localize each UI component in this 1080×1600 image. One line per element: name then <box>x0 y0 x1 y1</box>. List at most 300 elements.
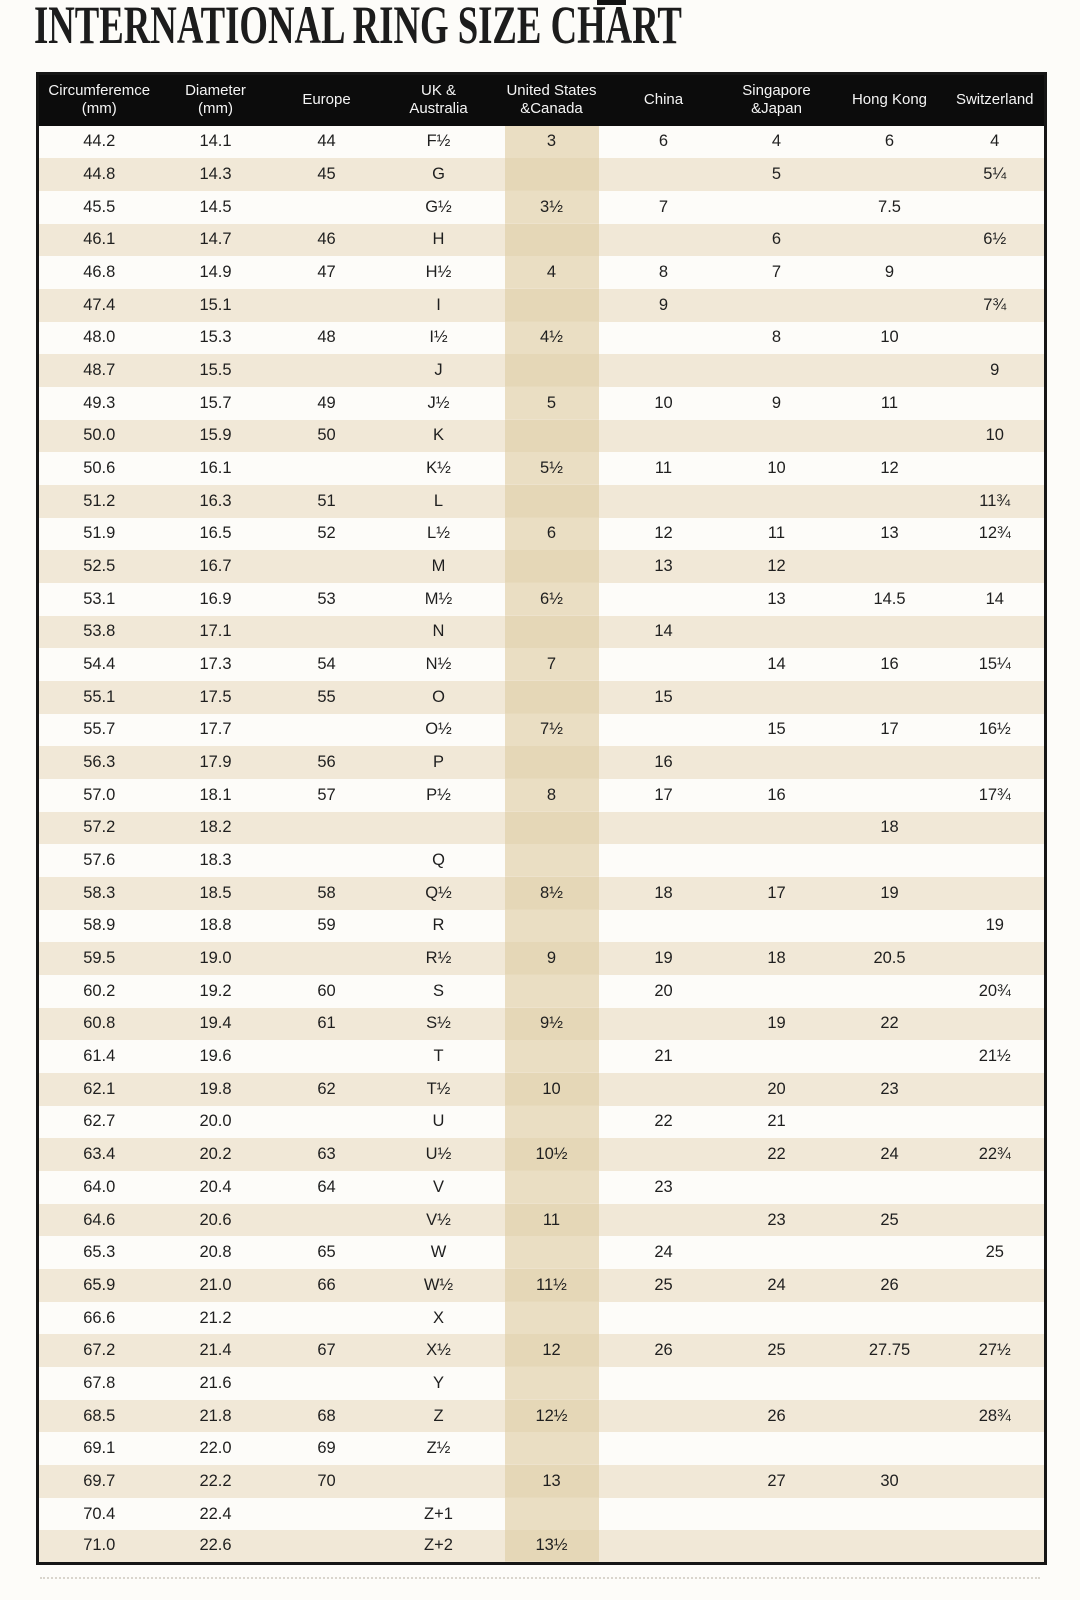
cell-r32-c2: 64 <box>317 1177 336 1196</box>
cell-r19-c7 <box>834 746 946 779</box>
table-row <box>38 1432 1046 1465</box>
cell-r34-c4 <box>496 1236 608 1269</box>
cell-r17-c8 <box>946 681 1046 714</box>
cell-r21-c8 <box>946 812 1046 845</box>
cell-r36-c6 <box>720 1302 834 1335</box>
cell-r14-c6: 13 <box>767 589 786 608</box>
cell-r5-c2 <box>272 289 382 322</box>
cell-r43-c4: 13½ <box>496 1530 608 1563</box>
cell-r36-c3: X <box>432 1308 444 1327</box>
cell-r22-c7 <box>834 844 946 877</box>
cell-r31-c0: 63.4 <box>83 1145 116 1164</box>
table-row <box>38 975 1046 1008</box>
cell-r16-c2: 54 <box>317 655 336 674</box>
cell-r30-c2 <box>272 1106 382 1139</box>
table-row <box>38 1073 1046 1106</box>
cell-r26-c5: 20 <box>654 981 673 1000</box>
cell-r7-c2 <box>272 354 382 387</box>
cell-r22-c2 <box>272 844 382 877</box>
cell-r15-c4 <box>496 616 608 649</box>
cell-r33-c6: 23 <box>767 1210 786 1229</box>
cell-r36-c8 <box>946 1302 1046 1335</box>
table-row <box>38 648 1046 681</box>
cell-r30-c5: 22 <box>654 1112 673 1131</box>
cell-r16-c0: 54.4 <box>83 655 116 674</box>
cell-r29-c5 <box>608 1073 720 1106</box>
cell-r33-c7: 25 <box>880 1210 899 1229</box>
cell-r32-c6 <box>720 1171 834 1204</box>
cell-r4-c1: 14.9 <box>199 263 232 282</box>
cell-r38-c8 <box>946 1367 1046 1400</box>
cell-r41-c7: 30 <box>880 1471 899 1490</box>
cell-r10-c5: 11 <box>654 459 673 478</box>
cell-r26-c7 <box>834 975 946 1008</box>
cell-r13-c4 <box>496 550 608 583</box>
cell-r42-c1: 22.4 <box>199 1504 232 1523</box>
cell-r22-c6 <box>720 844 834 877</box>
table-row <box>38 1204 1046 1237</box>
cell-r3-c8: 6½ <box>983 230 1007 249</box>
cell-r6-c8 <box>946 322 1046 355</box>
cell-r25-c5: 19 <box>654 949 673 968</box>
cell-r1-c2: 45 <box>317 165 336 183</box>
cell-r43-c0: 71.0 <box>83 1536 116 1555</box>
cell-r19-c4 <box>496 746 608 779</box>
cell-r7-c7 <box>834 354 946 387</box>
table-row <box>38 1040 1046 1073</box>
cell-r16-c3: N½ <box>425 655 452 674</box>
cell-r9-c2: 50 <box>317 426 336 445</box>
cell-r8-c7: 11 <box>880 393 899 412</box>
cell-r36-c5 <box>608 1302 720 1335</box>
table-row <box>38 1269 1046 1302</box>
cell-r28-c5: 21 <box>654 1047 673 1066</box>
column-header-1: Diameter (mm) <box>160 74 272 126</box>
cell-r1-c3: G <box>432 165 445 183</box>
cell-r35-c0: 65.9 <box>83 1275 116 1294</box>
column-header-2: Europe <box>272 74 382 126</box>
table-row <box>38 1171 1046 1204</box>
column-header-6: Singapore &Japan <box>720 74 834 126</box>
cell-r27-c8 <box>946 1008 1046 1041</box>
cell-r19-c5: 16 <box>654 753 673 772</box>
cell-r41-c2: 70 <box>317 1471 336 1490</box>
cell-r7-c0: 48.7 <box>83 361 116 380</box>
cell-r22-c1: 18.3 <box>199 851 232 870</box>
table-row <box>38 1334 1046 1367</box>
column-header-8: Switzerland <box>946 74 1046 126</box>
cell-r0-c7: 6 <box>884 132 895 151</box>
cell-r13-c5: 13 <box>654 557 673 576</box>
cell-r7-c6 <box>720 354 834 387</box>
cell-r22-c0: 57.6 <box>83 851 116 870</box>
cell-r1-c1: 14.3 <box>199 165 232 183</box>
table-row <box>38 1400 1046 1433</box>
cell-r12-c8: 12¾ <box>978 524 1011 543</box>
cell-r9-c7 <box>834 420 946 453</box>
table-row <box>38 910 1046 943</box>
cell-r38-c1: 21.6 <box>199 1373 232 1392</box>
cell-r32-c1: 20.4 <box>199 1177 232 1196</box>
cell-r10-c4: 5½ <box>496 452 608 485</box>
cell-r6-c2: 48 <box>317 328 336 347</box>
cell-r31-c2: 63 <box>317 1145 336 1164</box>
cell-r22-c8 <box>946 844 1046 877</box>
cell-r5-c1: 15.1 <box>199 295 232 314</box>
cell-r11-c0: 51.2 <box>83 491 116 510</box>
cell-r12-c2: 52 <box>317 524 336 543</box>
cell-r20-c8: 17¾ <box>978 785 1011 804</box>
cell-r37-c3: X½ <box>426 1341 451 1360</box>
cell-r27-c4: 9½ <box>496 1008 608 1041</box>
cell-r1-c7 <box>834 158 946 191</box>
cell-r17-c6 <box>720 681 834 714</box>
cell-r12-c6: 11 <box>767 524 786 543</box>
cell-r18-c6: 15 <box>767 720 786 739</box>
cell-r18-c7: 17 <box>880 720 899 739</box>
cell-r14-c4: 6½ <box>496 583 608 616</box>
cell-r7-c5 <box>608 354 720 387</box>
cell-r14-c0: 53.1 <box>83 589 116 608</box>
cell-r35-c6: 24 <box>767 1275 786 1294</box>
cell-r20-c6: 16 <box>767 785 786 804</box>
table-row <box>38 1008 1046 1041</box>
cell-r35-c2: 66 <box>317 1275 336 1294</box>
cell-r2-c4: 3½ <box>496 191 608 224</box>
cell-r2-c8 <box>946 191 1046 224</box>
table-row <box>38 387 1046 420</box>
cell-r42-c7 <box>834 1498 946 1531</box>
cell-r21-c6 <box>720 812 834 845</box>
cell-r15-c1: 17.1 <box>199 622 232 641</box>
cell-r29-c8 <box>946 1073 1046 1106</box>
cell-r25-c0: 59.5 <box>83 949 116 968</box>
cell-r19-c3: P <box>432 753 444 772</box>
cell-r40-c2: 69 <box>317 1439 336 1458</box>
cell-r7-c8: 9 <box>990 361 1000 380</box>
cell-r25-c8 <box>946 942 1046 975</box>
column-header-0: Circumferemce (mm) <box>38 74 160 126</box>
cell-r38-c4 <box>496 1367 608 1400</box>
cell-r1-c5 <box>608 158 720 191</box>
cell-r23-c1: 18.5 <box>199 883 232 902</box>
table-row <box>38 746 1046 779</box>
header-row <box>38 74 1046 126</box>
column-header-7: Hong Kong <box>834 74 946 126</box>
table-row <box>38 289 1046 322</box>
cell-r26-c6 <box>720 975 834 1008</box>
table-row <box>38 420 1046 453</box>
cell-r0-c4: 3 <box>496 126 608 159</box>
cell-r21-c2 <box>272 812 382 845</box>
cell-r43-c2 <box>272 1530 382 1563</box>
cell-r20-c3: P½ <box>426 785 451 804</box>
cell-r34-c0: 65.3 <box>83 1243 116 1262</box>
cell-r27-c1: 19.4 <box>199 1014 232 1033</box>
cell-r35-c1: 21.0 <box>199 1275 232 1294</box>
cell-r38-c6 <box>720 1367 834 1400</box>
cell-r14-c8: 14 <box>985 589 1004 608</box>
cell-r2-c0: 45.5 <box>83 197 116 216</box>
cell-r15-c5: 14 <box>654 622 673 641</box>
cell-r8-c1: 15.7 <box>199 393 232 412</box>
table-row <box>38 452 1046 485</box>
cell-r33-c5 <box>608 1204 720 1237</box>
cell-r41-c3 <box>382 1465 496 1498</box>
cell-r8-c8 <box>946 387 1046 420</box>
cell-r23-c3: Q½ <box>425 883 452 902</box>
cell-r42-c2 <box>272 1498 382 1531</box>
cell-r32-c4 <box>496 1171 608 1204</box>
cell-r17-c2: 55 <box>317 687 336 706</box>
cell-r16-c6: 14 <box>767 655 786 674</box>
cell-r8-c0: 49.3 <box>83 393 116 412</box>
cell-r3-c5 <box>608 224 720 257</box>
cell-r13-c2 <box>272 550 382 583</box>
cell-r4-c8 <box>946 256 1046 289</box>
cell-r6-c4: 4½ <box>496 322 608 355</box>
cell-r24-c7 <box>834 910 946 943</box>
cell-r2-c1: 14.5 <box>199 197 232 216</box>
cell-r40-c1: 22.0 <box>199 1439 232 1458</box>
cell-r18-c1: 17.7 <box>199 720 232 739</box>
cell-r25-c3: R½ <box>425 949 452 968</box>
cell-r34-c2: 65 <box>317 1243 336 1262</box>
cell-r41-c8 <box>946 1465 1046 1498</box>
cell-r17-c7 <box>834 681 946 714</box>
cell-r3-c2: 46 <box>317 230 336 249</box>
cell-r43-c3: Z+2 <box>424 1536 453 1555</box>
cell-r20-c1: 18.1 <box>199 785 232 804</box>
cell-r1-c0: 44.8 <box>83 165 116 183</box>
cell-r9-c0: 50.0 <box>83 426 116 445</box>
cell-r28-c6 <box>720 1040 834 1073</box>
cell-r36-c4 <box>496 1302 608 1335</box>
cell-r26-c4 <box>496 975 608 1008</box>
cell-r6-c3: I½ <box>429 328 448 347</box>
ring-size-chart <box>36 72 1044 1565</box>
table-header <box>38 74 1046 126</box>
cell-r20-c2: 57 <box>317 785 336 804</box>
cell-r5-c8: 7¾ <box>983 295 1007 314</box>
cell-r21-c3 <box>382 812 496 845</box>
cell-r43-c7 <box>834 1530 946 1563</box>
cell-r20-c0: 57.0 <box>83 785 116 804</box>
cell-r12-c0: 51.9 <box>83 524 116 543</box>
table-row <box>38 191 1046 224</box>
cell-r32-c3: V <box>432 1177 444 1196</box>
cell-r27-c5 <box>608 1008 720 1041</box>
cell-r41-c5 <box>608 1465 720 1498</box>
cell-r24-c5 <box>608 910 720 943</box>
cell-r35-c4: 11½ <box>496 1269 608 1302</box>
table-row <box>38 485 1046 518</box>
cell-r30-c6: 21 <box>767 1112 786 1131</box>
cell-r28-c1: 19.6 <box>199 1047 232 1066</box>
cell-r26-c8: 20¾ <box>978 981 1011 1000</box>
cell-r36-c7 <box>834 1302 946 1335</box>
cell-r5-c3: I <box>436 295 441 314</box>
cell-r21-c0: 57.2 <box>83 818 116 837</box>
cell-r33-c3: V½ <box>426 1210 451 1229</box>
cell-r34-c7 <box>834 1236 946 1269</box>
cell-r12-c7: 13 <box>880 524 899 543</box>
cell-r31-c7: 24 <box>880 1145 899 1164</box>
cell-r3-c0: 46.1 <box>83 230 116 249</box>
cell-r4-c7: 9 <box>884 263 895 282</box>
table-row <box>38 583 1046 616</box>
cell-r37-c8: 27½ <box>978 1341 1011 1360</box>
cell-r4-c6: 7 <box>771 263 782 282</box>
table-row <box>38 1465 1046 1498</box>
cell-r39-c8: 28¾ <box>978 1406 1011 1425</box>
cell-r2-c2 <box>272 191 382 224</box>
cell-r4-c0: 46.8 <box>83 263 116 282</box>
table-row <box>38 1530 1046 1563</box>
cell-r3-c7 <box>834 224 946 257</box>
cell-r22-c3: Q <box>432 851 445 870</box>
cell-r27-c6: 19 <box>767 1014 786 1033</box>
cell-r19-c6 <box>720 746 834 779</box>
cell-r39-c1: 21.8 <box>199 1406 232 1425</box>
table-row <box>38 812 1046 845</box>
cell-r32-c7 <box>834 1171 946 1204</box>
cell-r15-c8 <box>946 616 1046 649</box>
cell-r25-c7: 20.5 <box>873 949 906 968</box>
cell-r13-c3: M <box>431 557 446 576</box>
cell-r20-c4: 8 <box>496 779 608 812</box>
page-title: INTERNATIONAL RING SIZE CHART <box>34 0 682 55</box>
cell-r17-c3: O <box>432 687 445 706</box>
cell-r0-c6: 4 <box>771 132 782 151</box>
cell-r32-c8 <box>946 1171 1046 1204</box>
cell-r28-c3: T <box>433 1047 444 1066</box>
cell-r37-c2: 67 <box>317 1341 336 1360</box>
cell-r9-c3: K <box>432 426 444 445</box>
cell-r28-c0: 61.4 <box>83 1047 116 1066</box>
cell-r8-c5: 10 <box>654 393 673 412</box>
cell-r22-c4 <box>496 844 608 877</box>
cell-r36-c1: 21.2 <box>199 1308 232 1327</box>
cell-r37-c7: 27.75 <box>868 1341 911 1360</box>
cell-r26-c0: 60.2 <box>83 981 116 1000</box>
cell-r14-c5 <box>608 583 720 616</box>
cell-r32-c5: 23 <box>654 1177 673 1196</box>
cell-r19-c0: 56.3 <box>83 753 116 772</box>
cell-r23-c6: 17 <box>767 883 786 902</box>
cell-r28-c4 <box>496 1040 608 1073</box>
cell-r10-c2 <box>272 452 382 485</box>
cell-r4-c3: H½ <box>425 263 452 282</box>
cell-r29-c0: 62.1 <box>83 1079 116 1098</box>
cell-r37-c1: 21.4 <box>199 1341 232 1360</box>
cell-r23-c7: 19 <box>880 883 899 902</box>
cell-r11-c5 <box>608 485 720 518</box>
cell-r12-c4: 6 <box>496 518 608 551</box>
cell-r11-c6 <box>720 485 834 518</box>
cell-r40-c5 <box>608 1432 720 1465</box>
table-row <box>38 942 1046 975</box>
table-row <box>38 714 1046 747</box>
table-row <box>38 1106 1046 1139</box>
cell-r38-c2 <box>272 1367 382 1400</box>
cell-r4-c4: 4 <box>496 256 608 289</box>
cell-r30-c0: 62.7 <box>83 1112 116 1131</box>
cell-r2-c5: 7 <box>658 197 669 216</box>
cell-r33-c1: 20.6 <box>199 1210 232 1229</box>
cell-r8-c2: 49 <box>317 393 336 412</box>
cell-r11-c2: 51 <box>317 491 336 510</box>
cell-r34-c6 <box>720 1236 834 1269</box>
cell-r17-c5: 15 <box>654 687 673 706</box>
cell-r11-c8: 11¾ <box>979 491 1011 510</box>
cell-r38-c5 <box>608 1367 720 1400</box>
cell-r21-c1: 18.2 <box>199 818 232 837</box>
cell-r13-c0: 52.5 <box>83 557 116 576</box>
cell-r29-c2: 62 <box>317 1079 336 1098</box>
cell-r2-c6 <box>720 191 834 224</box>
cell-r13-c6: 12 <box>767 557 786 576</box>
cell-r31-c5 <box>608 1138 720 1171</box>
cell-r21-c4 <box>496 812 608 845</box>
cell-r7-c3: J <box>434 361 443 380</box>
cell-r30-c4 <box>496 1106 608 1139</box>
cell-r13-c1: 16.7 <box>199 557 232 576</box>
cell-r36-c0: 66.6 <box>83 1308 116 1327</box>
cell-r8-c3: J½ <box>427 393 450 412</box>
cell-r41-c4: 13 <box>496 1465 608 1498</box>
cell-r33-c2 <box>272 1204 382 1237</box>
cell-r12-c5: 12 <box>654 524 673 543</box>
cell-r15-c6 <box>720 616 834 649</box>
cell-r5-c5: 9 <box>658 295 669 314</box>
cell-r26-c3: S <box>432 981 444 1000</box>
table-row <box>38 550 1046 583</box>
cell-r40-c6 <box>720 1432 834 1465</box>
cell-r35-c8 <box>946 1269 1046 1302</box>
cell-r39-c4: 12½ <box>496 1400 608 1433</box>
cell-r42-c4 <box>496 1498 608 1531</box>
cell-r19-c2: 56 <box>317 753 336 772</box>
cell-r5-c0: 47.4 <box>83 295 116 314</box>
cell-r11-c7 <box>834 485 946 518</box>
cell-r9-c8: 10 <box>985 426 1004 445</box>
cell-r1-c4 <box>496 158 608 191</box>
table-body <box>38 126 1046 1564</box>
cell-r18-c2 <box>272 714 382 747</box>
cell-r9-c6 <box>720 420 834 453</box>
cell-r23-c8 <box>946 877 1046 910</box>
cell-r37-c6: 25 <box>767 1341 786 1360</box>
cell-r31-c8: 22¾ <box>978 1145 1011 1164</box>
cell-r6-c7: 10 <box>880 328 899 347</box>
table-row <box>38 1367 1046 1400</box>
table-row <box>38 779 1046 812</box>
cell-r36-c2 <box>272 1302 382 1335</box>
cell-r40-c7 <box>834 1432 946 1465</box>
cell-r23-c4: 8½ <box>496 877 608 910</box>
cell-r28-c2 <box>272 1040 382 1073</box>
cell-r39-c2: 68 <box>317 1406 336 1425</box>
cell-r30-c3: U <box>432 1112 445 1131</box>
cell-r17-c4 <box>496 681 608 714</box>
cell-r25-c6: 18 <box>767 949 786 968</box>
cell-r31-c4: 10½ <box>496 1138 608 1171</box>
cell-r15-c2 <box>272 616 382 649</box>
cell-r5-c6 <box>720 289 834 322</box>
cell-r6-c5 <box>608 322 720 355</box>
cell-r25-c4: 9 <box>496 942 608 975</box>
